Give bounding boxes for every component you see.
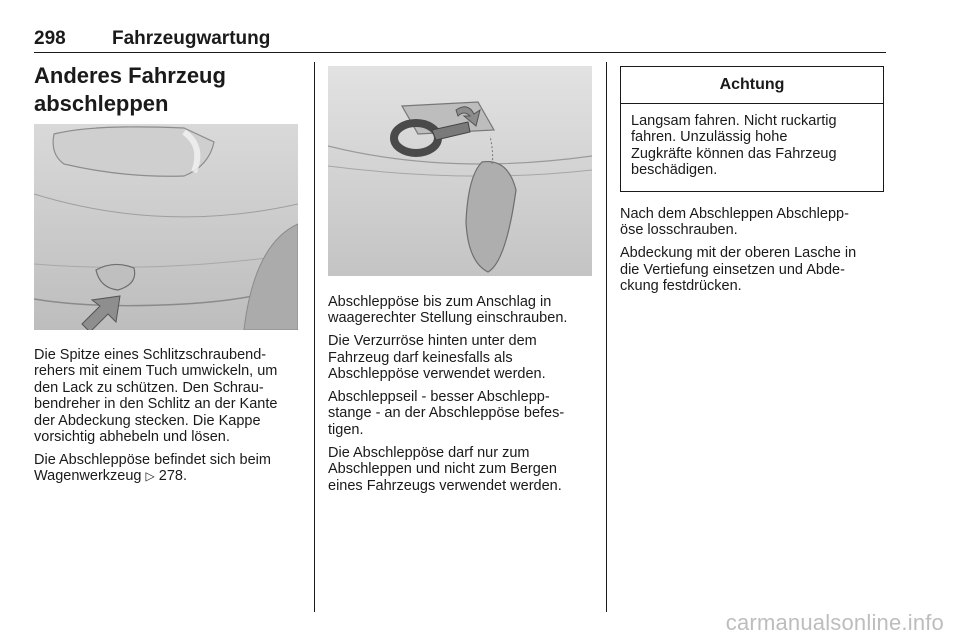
section-title: Anderes Fahrzeug abschleppen: [34, 63, 226, 116]
warning-title: Achtung: [621, 67, 883, 104]
figure-towing-eye: [328, 66, 592, 276]
left-paragraph-2: [34, 452, 304, 485]
left-paragraph-1: Die Spitze eines Schlitzschraubend- rehers mit einem Tuch umwickeln, um den Lack zu schützen. Den Schrau- bendreher in den Schlitz an der Kante der Abdeckung stecken. Die Kappe vorsichtig abhebeln und lösen.: [34, 347, 278, 446]
chapter-title: Fahrzeugwartung: [112, 28, 271, 49]
middle-paragraph-3: Abschleppseil - besser Abschlepp- stange - an der Abschleppöse befes- tigen.: [328, 389, 565, 438]
right-text: [620, 206, 890, 301]
page-number: 298: [34, 28, 66, 49]
page-header: [34, 28, 886, 53]
middle-text: [328, 294, 598, 500]
right-paragraph-2: Abdeckung mit der oberen Lasche in die Vertiefung einsetzen und Abde- ckung festdrücken.: [620, 245, 857, 295]
warning-text: Langsam fahren. Nicht ruckartig fahren. Unzulässig hohe Zugkräfte können das Fahrzeug beschädigen.: [631, 113, 837, 179]
column-divider-left: [314, 62, 315, 612]
left-paragraph-2-line-1: Die Abschleppöse befindet sich beim: [34, 451, 271, 468]
page-ref-arrow-icon: ▷: [145, 469, 155, 484]
column-divider-right: [606, 62, 607, 612]
middle-paragraph-1: Abschleppöse bis zum Anschlag in waagerechter Stellung einschrauben.: [328, 294, 568, 327]
middle-paragraph-2: Die Verzurröse hinten unter dem Fahrzeug darf keinesfalls als Abschleppöse verwendet werden.: [328, 333, 546, 383]
figure-rear-bumper-cover: [34, 124, 298, 330]
page-reference: 278.: [158, 468, 187, 485]
right-paragraph-1: Nach dem Abschleppen Abschlepp- öse losschrauben.: [620, 206, 849, 239]
warning-box: [620, 66, 884, 192]
watermark: carmanualsonline.info: [725, 610, 944, 635]
middle-paragraph-4: Die Abschleppöse darf nur zum Abschleppen und nicht zum Bergen eines Fahrzeugs verwendet werden.: [328, 444, 562, 494]
left-paragraph-2-line-2: Wagenwerkzeug: [34, 468, 142, 485]
left-text: [34, 347, 304, 491]
